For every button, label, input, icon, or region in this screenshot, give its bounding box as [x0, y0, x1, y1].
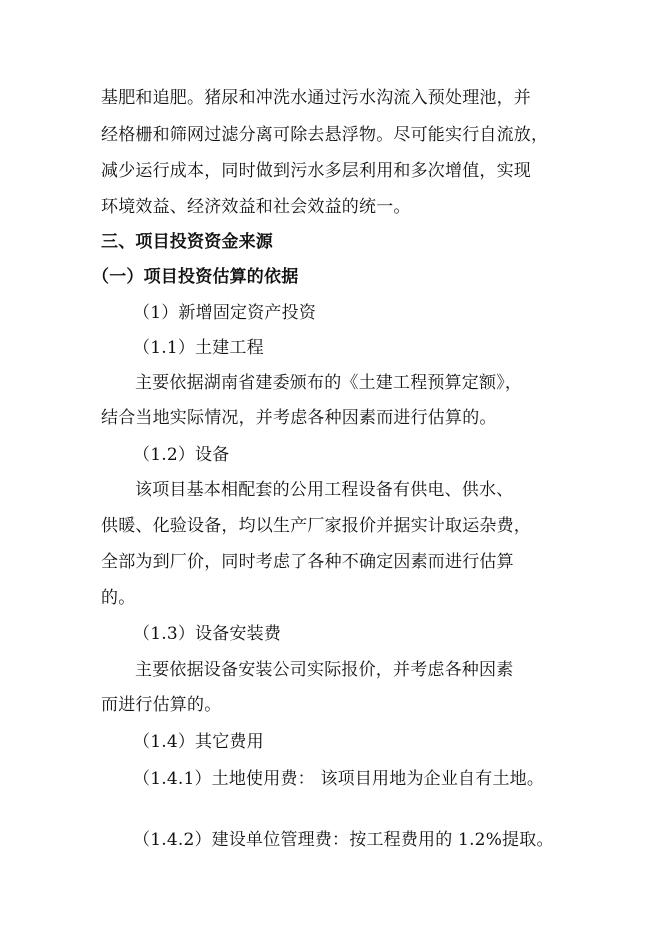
body-text-line: 而进行估算的。: [101, 695, 222, 715]
body-text-line: 环境效益、经济效益和社会效益的统一。: [101, 197, 411, 217]
body-text-line: 经格栅和筛网过滤分离可除去悬浮物。尽可能实行自流放，: [101, 125, 549, 145]
item-heading: （1.3）设备安装费: [133, 624, 282, 644]
item-heading: （1.2）设备: [133, 445, 230, 465]
body-text-line: （1.4.2）建设单位管理费：按工程费用的 1.2%提取。: [133, 830, 554, 850]
body-text-line: 结合当地实际情况，并考虑各种因素而进行估算的。: [101, 408, 497, 428]
item-heading: （1.4）其它费用: [133, 732, 264, 752]
body-text-line: 该项目基本相配套的公用工程设备有供电、供水、: [135, 480, 514, 500]
subsection-heading: （一）项目投资估算的依据: [92, 267, 299, 287]
body-text-line: 的。: [101, 588, 136, 608]
body-text-line: （1.4.1）土地使用费： 该项目用地为企业自有土地。: [133, 769, 545, 789]
body-text-line: 减少运行成本，同时做到污水多层利用和多次增值，实现: [101, 161, 531, 181]
body-text-line: 主要依据湖南省建委颁布的《土建工程预算定额》，: [135, 373, 523, 393]
body-text-line: 全部为到厂价，同时考虑了各种不确定因素而进行估算: [101, 552, 514, 572]
section-heading: 三、项目投资资金来源: [101, 232, 273, 252]
body-text-line: 主要依据设备安装公司实际报价，并考虑各种因素: [135, 660, 514, 680]
body-text-line: 基肥和追肥。猪尿和冲洗水通过污水沟流入预处理池，并: [101, 88, 531, 108]
item-heading: （1.1）土建工程: [133, 338, 264, 358]
body-text-line: 供暖、化验设备，均以生产厂家报价并据实计取运杂费，: [101, 516, 531, 536]
item-heading: （1）新增固定资产投资: [133, 303, 317, 323]
